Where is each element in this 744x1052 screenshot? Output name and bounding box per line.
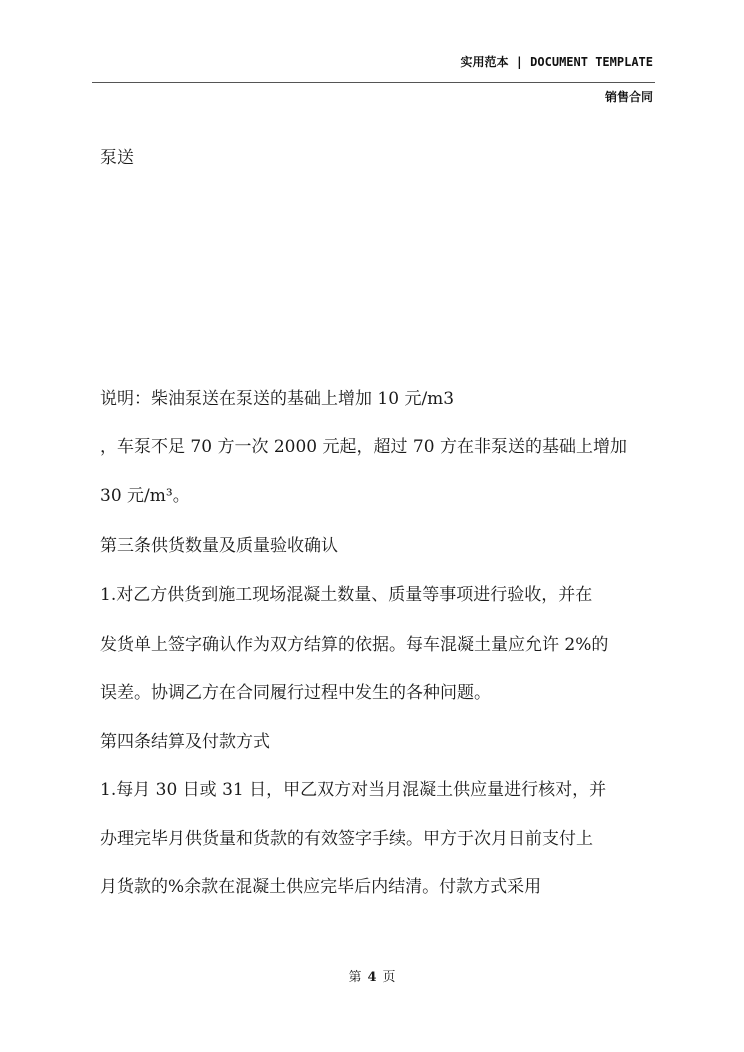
header-divider bbox=[92, 82, 655, 83]
footer-prefix: 第 bbox=[348, 970, 362, 985]
body-line: 办理完毕月供货量和货款的有效签字手续。甲方于次月日前支付上 bbox=[100, 829, 593, 849]
header-title: 实用范本 | DOCUMENT TEMPLATE bbox=[460, 55, 653, 69]
section-heading: 第三条供货数量及质量验收确认 bbox=[100, 536, 338, 556]
header-subtitle: 销售合同 bbox=[604, 90, 653, 104]
body-line: ，车泵不足 70 方一次 2000 元起，超过 70 方在非泵送的基础上增加 bbox=[100, 437, 627, 457]
body-line: 月货款的%余款在混凝土供应完毕后内结清。付款方式采用 bbox=[100, 877, 542, 897]
body-line: 30 元/m³。 bbox=[100, 486, 190, 506]
section-heading: 第四条结算及付款方式 bbox=[100, 732, 270, 752]
footer-suffix: 页 bbox=[382, 970, 396, 985]
body-line: 1.对乙方供货到施工现场混凝土数量、质量等事项进行验收，并在 bbox=[100, 585, 593, 605]
page-footer bbox=[0, 966, 744, 985]
body-line: 1.每月 30 日或 31 日，甲乙双方对当月混凝土供应量进行核对，并 bbox=[100, 780, 607, 800]
body-line: 误差。协调乙方在合同履行过程中发生的各种问题。 bbox=[100, 683, 491, 703]
body-line: 泵送 bbox=[100, 148, 134, 168]
body-line: 说明：柴油泵送在泵送的基础上增加 10 元/m3 bbox=[100, 389, 455, 409]
body-line: 发货单上签字确认作为双方结算的依据。每车混凝土量应允许 2%的 bbox=[100, 635, 609, 655]
page-number: 4 bbox=[367, 970, 377, 985]
